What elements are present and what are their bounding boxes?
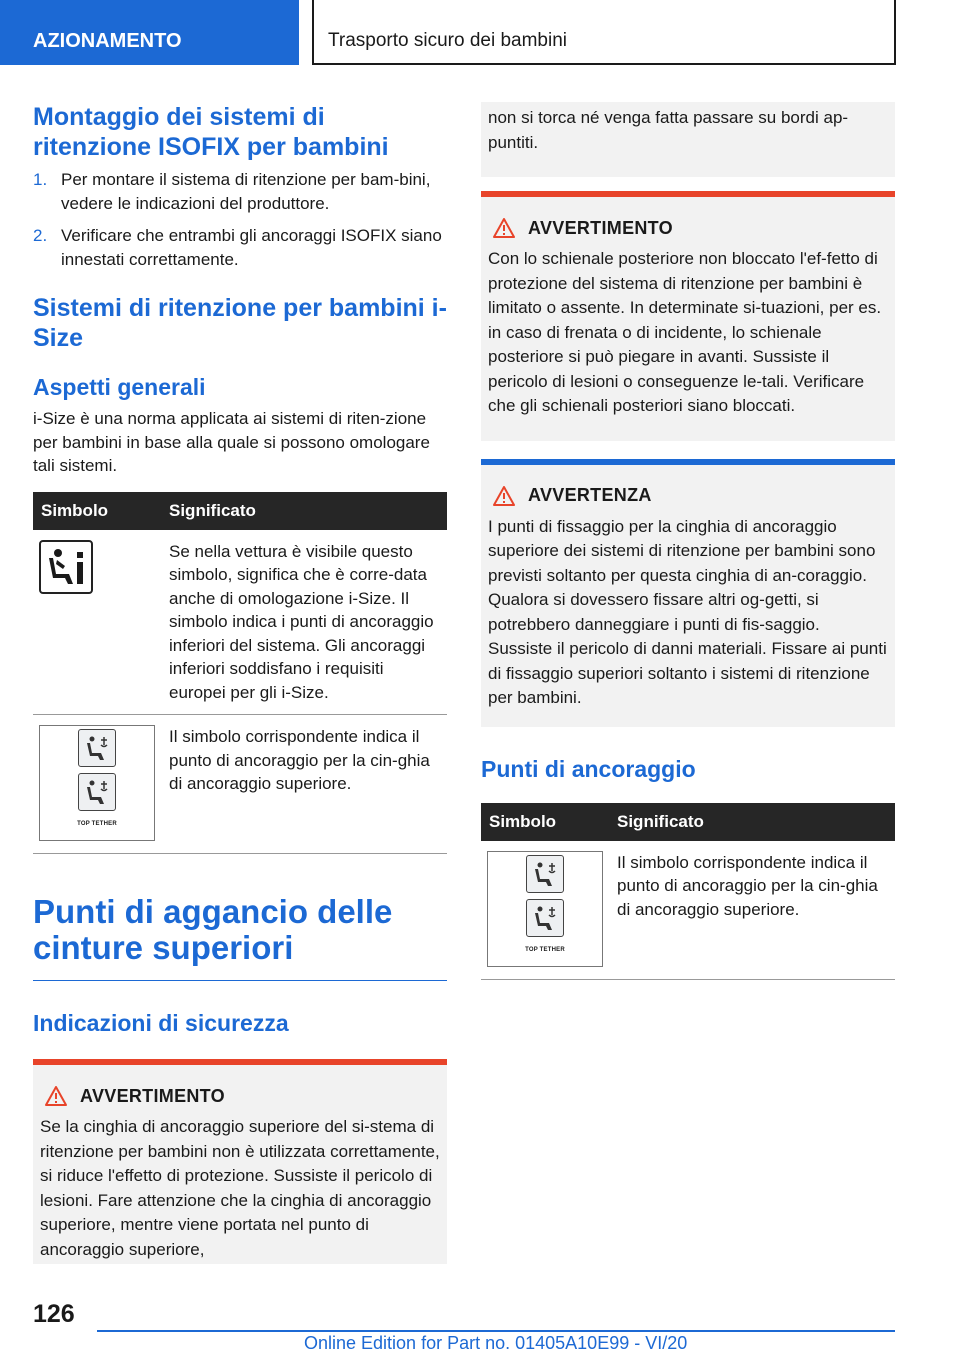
top-tether-icon <box>487 851 603 967</box>
anchor-points-heading: Punti di ancoraggio <box>481 755 696 782</box>
warning-triangle-icon <box>492 485 516 507</box>
chapter-title: Trasporto sicuro dei bambini <box>312 0 896 65</box>
table-header-symbol: Simbolo <box>33 492 161 530</box>
warning-triangle-icon <box>492 217 516 239</box>
edition-text: Online Edition for Part no. 01405A10E99 - VI/20 <box>304 1333 688 1353</box>
isize-symbol-table <box>33 492 447 855</box>
symbol-cell <box>481 841 609 980</box>
belt-points-heading: Punti di aggancio delle cinture superiori <box>33 893 393 966</box>
tether-label: TOP TETHER <box>77 821 117 828</box>
list-item <box>33 224 447 271</box>
symbol-cell <box>33 530 161 715</box>
left-column <box>33 102 447 1264</box>
meaning-cell: Il simbolo corrispondente indica il punto di ancoraggio per la cin-ghia di ancoraggio superiore. <box>161 715 447 854</box>
table-row <box>33 715 447 854</box>
table-row <box>33 530 447 715</box>
tether-label: TOP TETHER <box>525 946 565 953</box>
table-row <box>481 841 895 980</box>
section-tab: AZIONAMENTO <box>0 0 299 65</box>
anchor-seat-icon <box>526 855 564 893</box>
notice-title <box>492 485 888 507</box>
notice-box <box>481 459 895 727</box>
notice-text: I punti di fissaggio per la cinghia di ancoraggio superiore dei sistemi di ritenzione per bambini sono previsti soltanto per questa cinghia di an-coraggio. Qualora si dovessero fissare altri og-getti, si potrebbero danneggiare i punti di fis-saggio. Sussiste il pericolo di danni materiali. Fissare ai punti di fissaggio superiori soltanto i sistemi di ritenzione per bambini. <box>488 516 887 707</box>
top-tether-icon <box>39 725 155 841</box>
warning-title-text: AVVERTIMENTO <box>80 1085 225 1106</box>
warning-text: Con lo schienale posteriore non bloccato l'ef-fetto di protezione del sistema di ritenzione per bambini è limitato o assente. In determinate si-tuazioni, per es. in caso di frenata o di incidente, lo schienale posteriore si può piegare in avanti. Sussiste il pericolo di lesioni o conseguenze le-tali. Verificare che gli schienali posteriori siano bloccati. <box>488 249 882 415</box>
notice-title-text: AVVERTENZA <box>528 485 652 505</box>
isofix-heading: Montaggio dei sistemi di ritenzione ISOFIX per bambini <box>33 103 389 161</box>
warning-continuation <box>481 102 895 177</box>
general-heading: Aspetti generali <box>33 374 206 400</box>
warning-title-text: AVVERTIMENTO <box>528 217 673 238</box>
step-text: Per montare il sistema di ritenzione per bam-bini, vedere le indicazioni del produttore. <box>61 170 431 213</box>
symbol-cell <box>33 715 161 854</box>
warning-text: Se la cinghia di ancoraggio superiore del si-stema di ritenzione per bambini non è utilizzata correttamente, si riduce l'effetto di protezione. Sussiste il pericolo di lesioni. Fare attenzione che la cinghia di ancoraggio superiore, mentre viene portata nel punto di ancoraggio superiore, <box>40 1117 440 1259</box>
meaning-cell: Il simbolo corrispondente indica il punto di ancoraggio per la cin-ghia di ancoraggio superiore. <box>609 841 895 980</box>
warning-triangle-icon <box>44 1085 68 1107</box>
warning-title <box>44 1085 440 1107</box>
right-column <box>481 102 895 980</box>
anchor-seat-icon <box>78 729 116 767</box>
table-header-meaning: Significato <box>609 803 895 841</box>
step-number: 2. <box>33 226 48 245</box>
anchor-seat-icon <box>78 773 116 811</box>
list-item <box>33 168 447 215</box>
warning-box <box>481 191 895 441</box>
table-header-symbol: Simbolo <box>481 803 609 841</box>
footer-rule <box>97 1330 895 1332</box>
heading-rule <box>33 980 447 981</box>
continuation-text: non si torca né venga fatta passare su bordi ap-puntiti. <box>488 108 849 152</box>
safety-heading: Indicazioni di sicurezza <box>33 1010 289 1036</box>
anchor-symbol-table <box>481 803 895 980</box>
page-number: 126 <box>33 1300 75 1328</box>
step-number: 1. <box>33 170 48 189</box>
warning-box <box>33 1059 447 1264</box>
warning-title <box>492 217 888 239</box>
meaning-cell: Se nella vettura è visibile questo simbolo, significa che è corre-data anche di omologazione i-Size. Il simbolo indica i punti di ancoraggio inferiori del sistema. Gli ancoraggi inferiori soddisfano i requisiti europei per gli i-Size. <box>161 530 447 715</box>
general-text: i-Size è una norma applicata ai sistemi di riten-zione per bambini in base alla quale si possono omologare tali sistemi. <box>33 409 430 475</box>
table-header-meaning: Significato <box>161 492 447 530</box>
isofix-steps <box>33 168 447 271</box>
child-seat-isize-icon <box>39 540 93 594</box>
step-text: Verificare che entrambi gli ancoraggi ISOFIX siano innestati correttamente. <box>61 226 442 269</box>
anchor-seat-icon <box>526 899 564 937</box>
isize-heading: Sistemi di ritenzione per bambini i-Size <box>33 294 447 352</box>
